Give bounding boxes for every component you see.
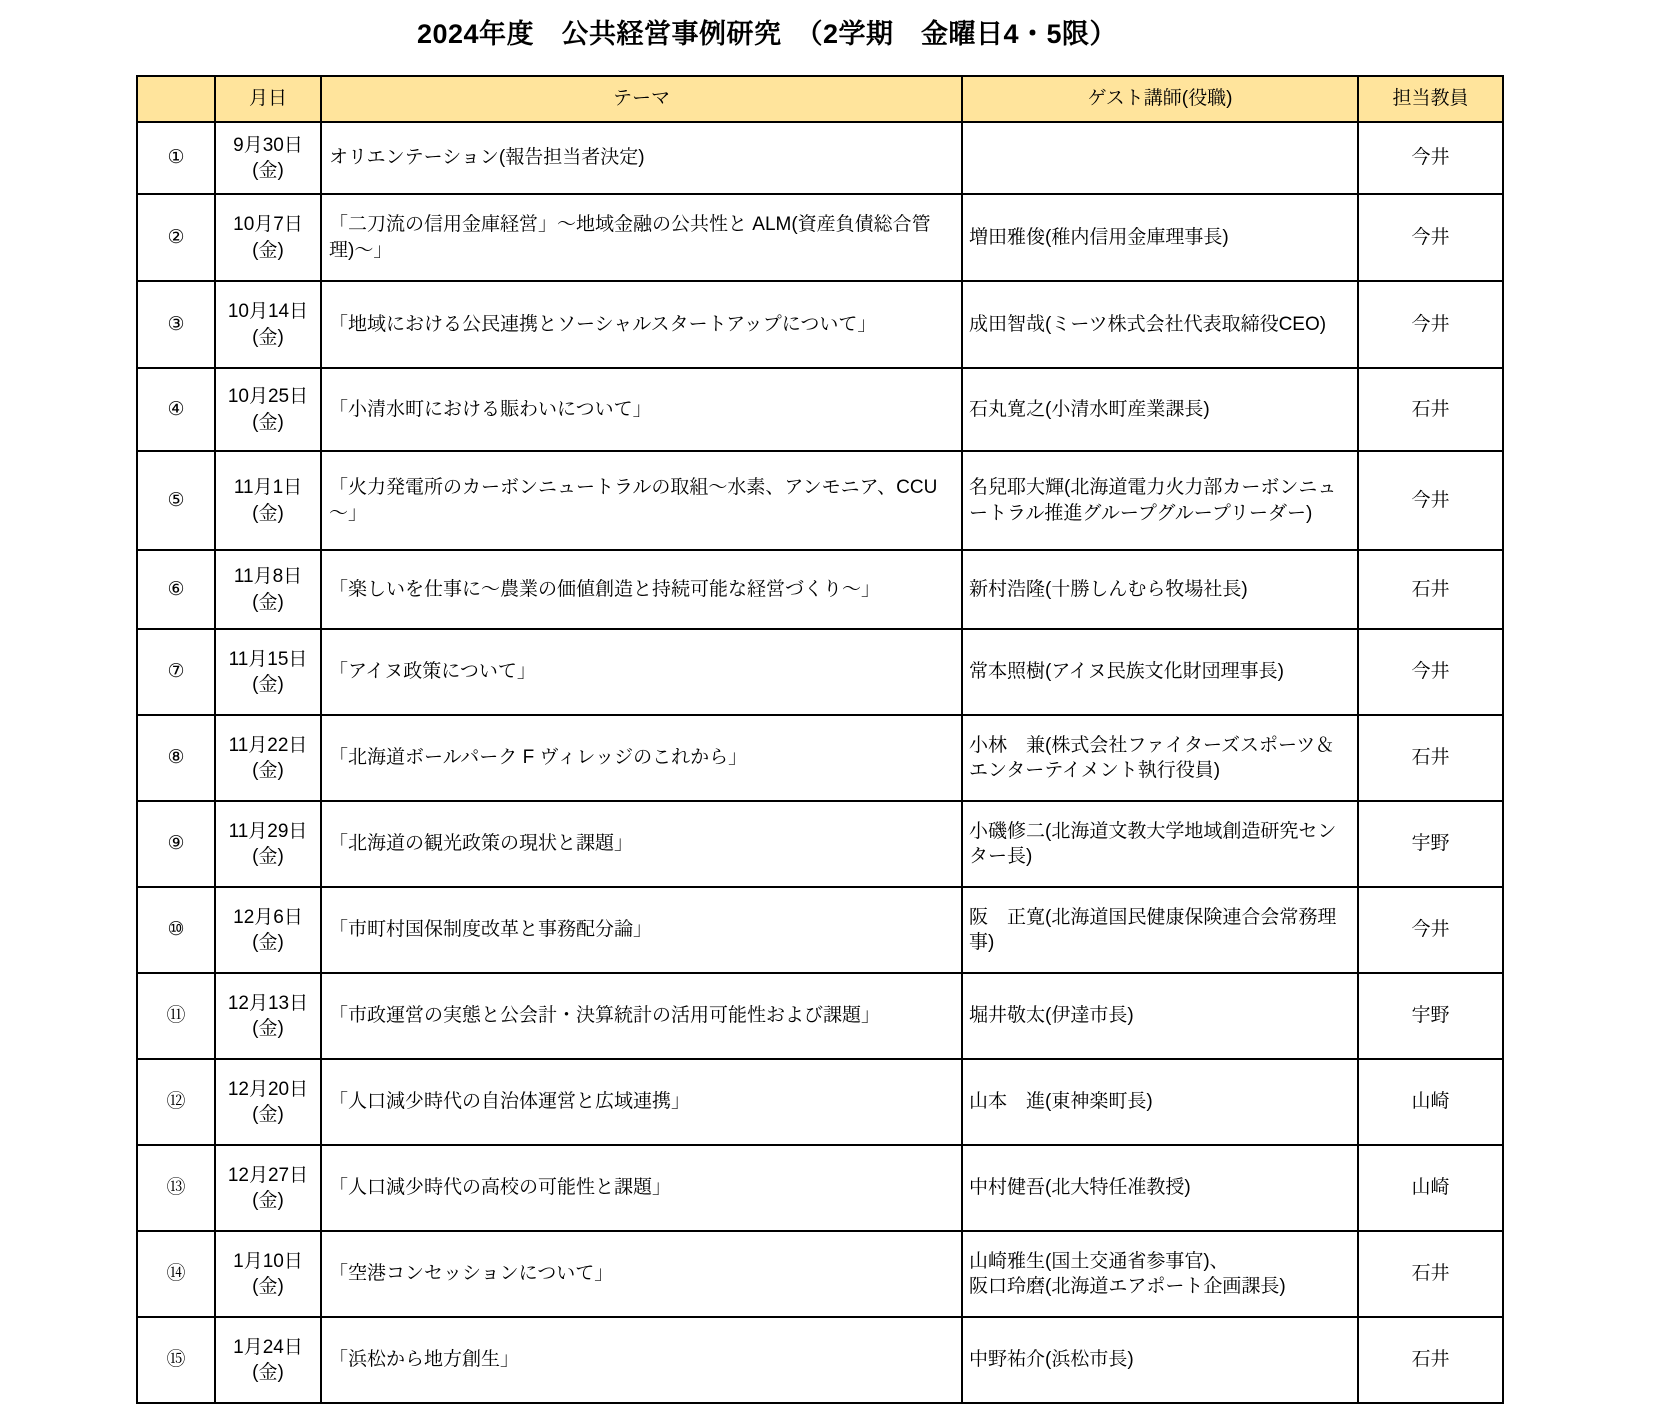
session-theme: 「人口減少時代の高校の可能性と課題」 <box>321 1145 962 1231</box>
session-date-value: 12月13日 <box>227 992 309 1014</box>
column-header-guest: ゲスト講師(役職) <box>962 76 1358 122</box>
session-theme: 「アイヌ政策について」 <box>321 629 962 715</box>
session-number: ⑭ <box>137 1231 215 1317</box>
session-number: ⑫ <box>137 1059 215 1145</box>
session-date <box>215 550 321 629</box>
session-day-of-week: (金) <box>252 591 284 613</box>
session-day-of-week: (金) <box>252 1018 284 1039</box>
table-body <box>137 122 1503 1403</box>
session-day-of-week: (金) <box>252 846 284 867</box>
session-date <box>215 368 321 451</box>
session-staff: 今井 <box>1358 281 1503 368</box>
session-theme: 「北海道ボールパーク F ヴィレッジのこれから」 <box>321 715 962 801</box>
session-staff: 石井 <box>1358 368 1503 451</box>
session-date <box>215 281 321 368</box>
session-day-of-week: (金) <box>252 1276 284 1297</box>
session-date <box>215 715 321 801</box>
session-theme: 「北海道の観光政策の現状と課題」 <box>321 801 962 887</box>
session-staff: 今井 <box>1358 194 1503 281</box>
session-number: ③ <box>137 281 215 368</box>
session-guest-lecturer: 小磯修二(北海道文教大学地域創造研究センター長) <box>962 801 1358 887</box>
session-date <box>215 451 321 550</box>
session-theme: 「浜松から地方創生」 <box>321 1317 962 1403</box>
session-date <box>215 801 321 887</box>
page-title: 2024年度 公共経営事例研究 （2学期 金曜日4・5限） <box>416 19 1118 49</box>
table-row <box>137 629 1503 715</box>
session-guest-lecturer: 堀井敬太(伊達市長) <box>962 973 1358 1059</box>
table-row <box>137 1231 1503 1317</box>
session-day-of-week: (金) <box>252 326 284 348</box>
session-date-value: 11月15日 <box>228 648 308 670</box>
session-date-value: 11月22日 <box>228 734 308 756</box>
session-guest-lecturer <box>962 122 1358 194</box>
column-header-date: 月日 <box>215 76 321 122</box>
session-staff: 今井 <box>1358 629 1503 715</box>
session-date <box>215 887 321 973</box>
session-guest-lecturer: 中野祐介(浜松市長) <box>962 1317 1358 1403</box>
table-row <box>137 887 1503 973</box>
session-date-value: 12月20日 <box>227 1078 309 1100</box>
session-day-of-week: (金) <box>252 932 284 953</box>
table-row <box>137 1059 1503 1145</box>
session-number: ⑧ <box>137 715 215 801</box>
table-row <box>137 801 1503 887</box>
session-day-of-week: (金) <box>252 1104 284 1125</box>
session-number: ⑨ <box>137 801 215 887</box>
session-date-value: 12月6日 <box>233 906 303 928</box>
session-guest-lecturer: 石丸寛之(小清水町産業課長) <box>962 368 1358 451</box>
schedule-table <box>136 75 1504 1404</box>
session-number: ⑥ <box>137 550 215 629</box>
session-number: ⑮ <box>137 1317 215 1403</box>
session-date-value: 11月1日 <box>233 477 303 499</box>
session-number: ⑬ <box>137 1145 215 1231</box>
session-staff: 石井 <box>1358 1317 1503 1403</box>
session-number: ④ <box>137 368 215 451</box>
table-row <box>137 122 1503 194</box>
session-theme: 「二刀流の信用金庫経営」～地域金融の公共性と ALM(資産負債総合管理)～」 <box>321 194 962 281</box>
session-guest-lecturer: 名兒耶大輝(北海道電力火力部カーボンニュートラル推進グループグループリーダー) <box>962 451 1358 550</box>
column-header-no <box>137 76 215 122</box>
session-theme: 「火力発電所のカーボンニュートラルの取組～水素、アンモニア、CCU～」 <box>321 451 962 550</box>
session-theme: 「地域における公民連携とソーシャルスタートアップについて」 <box>321 281 962 368</box>
session-date-value: 9月30日 <box>233 134 303 156</box>
session-staff: 石井 <box>1358 550 1503 629</box>
session-number: ⑩ <box>137 887 215 973</box>
session-date <box>215 194 321 281</box>
session-date-value: 12月27日 <box>227 1164 309 1186</box>
session-number: ① <box>137 122 215 194</box>
session-guest-lecturer: 中村健吾(北大特任准教授) <box>962 1145 1358 1231</box>
session-staff: 山崎 <box>1358 1145 1503 1231</box>
schedule-table-container <box>136 75 1502 1404</box>
session-guest-lecturer: 新村浩隆(十勝しんむら牧場社長) <box>962 550 1358 629</box>
session-day-of-week: (金) <box>252 674 284 695</box>
session-guest-lecturer: 阪 正寛(北海道国民健康保険連合会常務理事) <box>962 887 1358 973</box>
table-head <box>137 76 1503 122</box>
session-date <box>215 1145 321 1231</box>
session-date-value: 10月7日 <box>233 214 303 236</box>
column-header-staff: 担当教員 <box>1358 76 1503 122</box>
session-theme: 「市政運営の実態と公会計・決算統計の活用可能性および課題」 <box>321 973 962 1059</box>
session-day-of-week: (金) <box>252 760 284 781</box>
session-number: ② <box>137 194 215 281</box>
table-row <box>137 550 1503 629</box>
session-guest-lecturer: 常本照樹(アイヌ民族文化財団理事長) <box>962 629 1358 715</box>
session-date-value: 10月25日 <box>227 386 309 408</box>
session-guest-lecturer: 小林 兼(株式会社ファイターズスポーツ＆エンターテイメント執行役員) <box>962 715 1358 801</box>
session-staff: 石井 <box>1358 1231 1503 1317</box>
session-date <box>215 122 321 194</box>
session-day-of-week: (金) <box>252 239 284 261</box>
session-number: ⑦ <box>137 629 215 715</box>
session-theme: オリエンテーション(報告担当者決定) <box>321 122 962 194</box>
session-date <box>215 629 321 715</box>
table-row <box>137 368 1503 451</box>
session-guest-lecturer: 山崎雅生(国土交通省参事官)、 阪口玲磨(北海道エアポート企画課長) <box>962 1231 1358 1317</box>
session-day-of-week: (金) <box>252 502 284 524</box>
session-staff: 宇野 <box>1358 801 1503 887</box>
session-date-value: 1月10日 <box>233 1250 303 1272</box>
session-date <box>215 1231 321 1317</box>
session-number: ⑤ <box>137 451 215 550</box>
session-date <box>215 1317 321 1403</box>
session-theme: 「小清水町における賑わいについて」 <box>321 368 962 451</box>
table-row <box>137 973 1503 1059</box>
session-staff: 石井 <box>1358 715 1503 801</box>
session-day-of-week: (金) <box>252 411 284 433</box>
session-number: ⑪ <box>137 973 215 1059</box>
header-row <box>137 76 1503 122</box>
session-staff: 山崎 <box>1358 1059 1503 1145</box>
session-staff: 今井 <box>1358 451 1503 550</box>
session-day-of-week: (金) <box>252 1362 284 1383</box>
table-row <box>137 1145 1503 1231</box>
table-row <box>137 1317 1503 1403</box>
session-guest-lecturer: 増田雅俊(稚内信用金庫理事長) <box>962 194 1358 281</box>
session-date-value: 11月29日 <box>228 820 308 842</box>
session-date-value: 10月14日 <box>227 301 309 323</box>
column-header-theme: テーマ <box>321 76 962 122</box>
session-staff: 宇野 <box>1358 973 1503 1059</box>
session-staff: 今井 <box>1358 887 1503 973</box>
session-theme: 「空港コンセッションについて」 <box>321 1231 962 1317</box>
session-guest-lecturer: 成田智哉(ミーツ株式会社代表取締役CEO) <box>962 281 1358 368</box>
session-day-of-week: (金) <box>252 1190 284 1211</box>
session-theme: 「人口減少時代の自治体運営と広域連携」 <box>321 1059 962 1145</box>
table-row <box>137 451 1503 550</box>
session-date-value: 11月8日 <box>233 566 303 588</box>
table-row <box>137 281 1503 368</box>
table-row <box>137 194 1503 281</box>
session-theme: 「楽しいを仕事に～農業の価値創造と持続可能な経営づくり～」 <box>321 550 962 629</box>
session-day-of-week: (金) <box>252 160 284 181</box>
session-date <box>215 973 321 1059</box>
session-guest-lecturer: 山本 進(東神楽町長) <box>962 1059 1358 1145</box>
session-staff: 今井 <box>1358 122 1503 194</box>
session-theme: 「市町村国保制度改革と事務配分論」 <box>321 887 962 973</box>
session-date-value: 1月24日 <box>233 1336 303 1358</box>
session-date <box>215 1059 321 1145</box>
table-row <box>137 715 1503 801</box>
